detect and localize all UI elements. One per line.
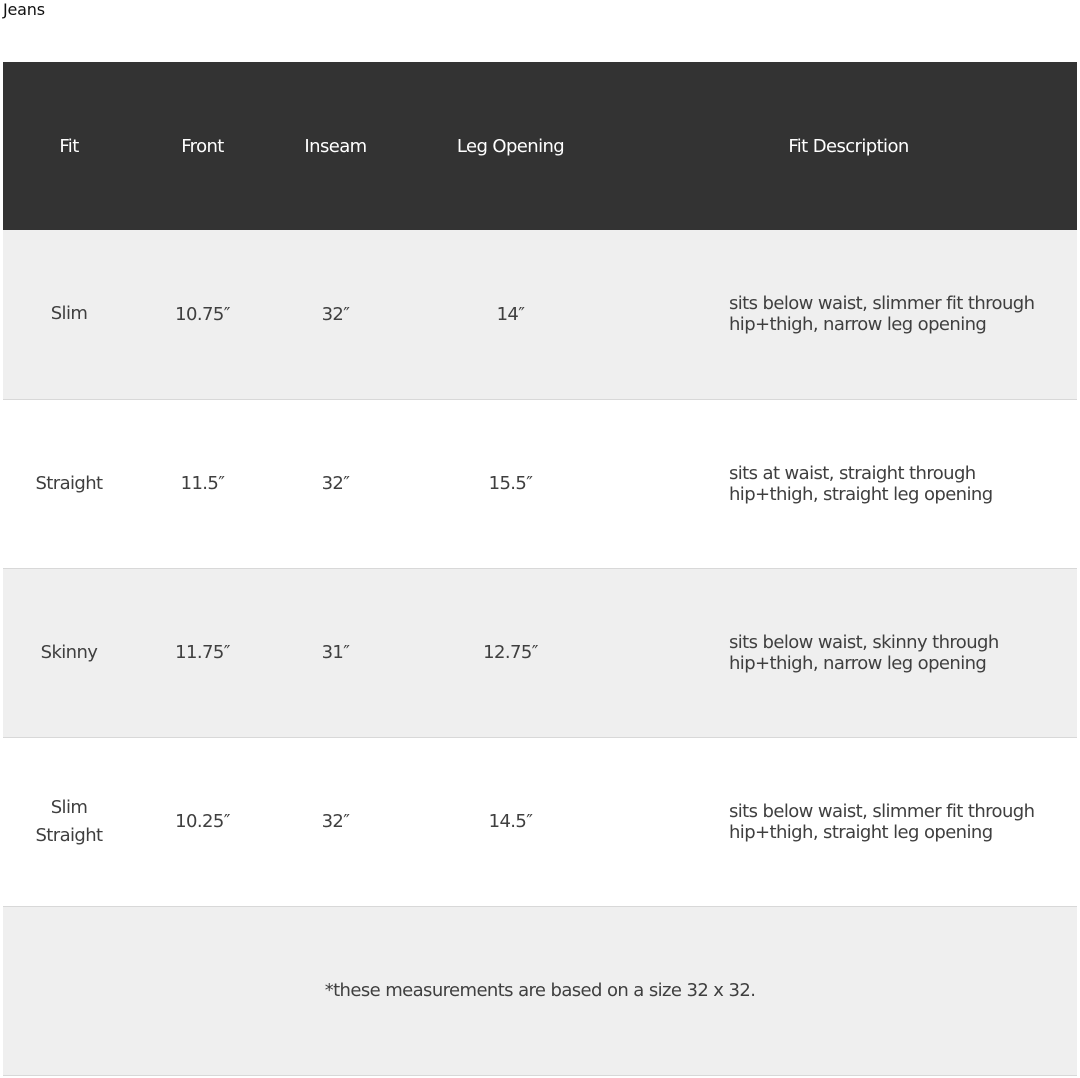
header-row <box>3 62 1077 230</box>
column-header-front: Front <box>181 135 224 157</box>
front-cell: 11.75″ <box>175 642 230 663</box>
inseam-cell: 32″ <box>321 473 350 494</box>
column-header-fit: Fit <box>59 135 79 157</box>
leg-opening-cell: 14″ <box>496 303 525 325</box>
front-cell: 10.75″ <box>175 303 230 325</box>
table-body <box>3 230 1077 1075</box>
table-row <box>3 737 1077 906</box>
fit-name: Slim <box>50 303 88 325</box>
inseam-cell: 32″ <box>321 811 350 832</box>
leg-opening-cell: 14.5″ <box>488 811 533 832</box>
table-row <box>3 568 1077 737</box>
fit-name: Slim Straight <box>35 796 103 846</box>
leg-opening-cell: 15.5″ <box>488 473 533 494</box>
measurement-footnote: *these measurements are based on a size 32 x 32. <box>324 980 756 1001</box>
size-chart-table <box>3 62 1077 1076</box>
column-header-inseam: Inseam <box>304 135 367 157</box>
description-cell <box>620 568 1077 737</box>
fit-description-text: sits below waist, slimmer fit through hip+thigh, narrow leg opening <box>729 293 1035 336</box>
table-header <box>3 62 1077 230</box>
fit-cell <box>3 399 135 568</box>
fit-name: Skinny <box>40 641 98 663</box>
footnote-row <box>3 906 1077 1075</box>
front-cell: 10.25″ <box>175 811 230 832</box>
fit-cell <box>3 230 135 399</box>
front-cell: 11.5″ <box>180 473 225 494</box>
fit-cell <box>3 737 135 906</box>
page-title: Jeans <box>3 0 45 19</box>
fit-description-text: sits below waist, slimmer fit through hip+thigh, straight leg opening <box>729 800 1035 843</box>
table-row <box>3 399 1077 568</box>
fit-description-text: sits at waist, straight through hip+thigh, straight leg opening <box>729 462 993 505</box>
fit-cell <box>3 568 135 737</box>
column-header-leg-opening: Leg Opening <box>456 135 565 157</box>
fit-name: Straight <box>35 472 103 494</box>
description-cell <box>620 399 1077 568</box>
fit-description-text: sits below waist, skinny through hip+thigh, narrow leg opening <box>729 631 999 674</box>
description-cell <box>620 230 1077 399</box>
column-header-fit-description: Fit Description <box>788 135 909 157</box>
inseam-cell: 31″ <box>321 642 350 663</box>
inseam-cell: 32″ <box>321 303 350 325</box>
table-row <box>3 230 1077 399</box>
description-cell <box>620 737 1077 906</box>
leg-opening-cell: 12.75″ <box>483 642 538 663</box>
